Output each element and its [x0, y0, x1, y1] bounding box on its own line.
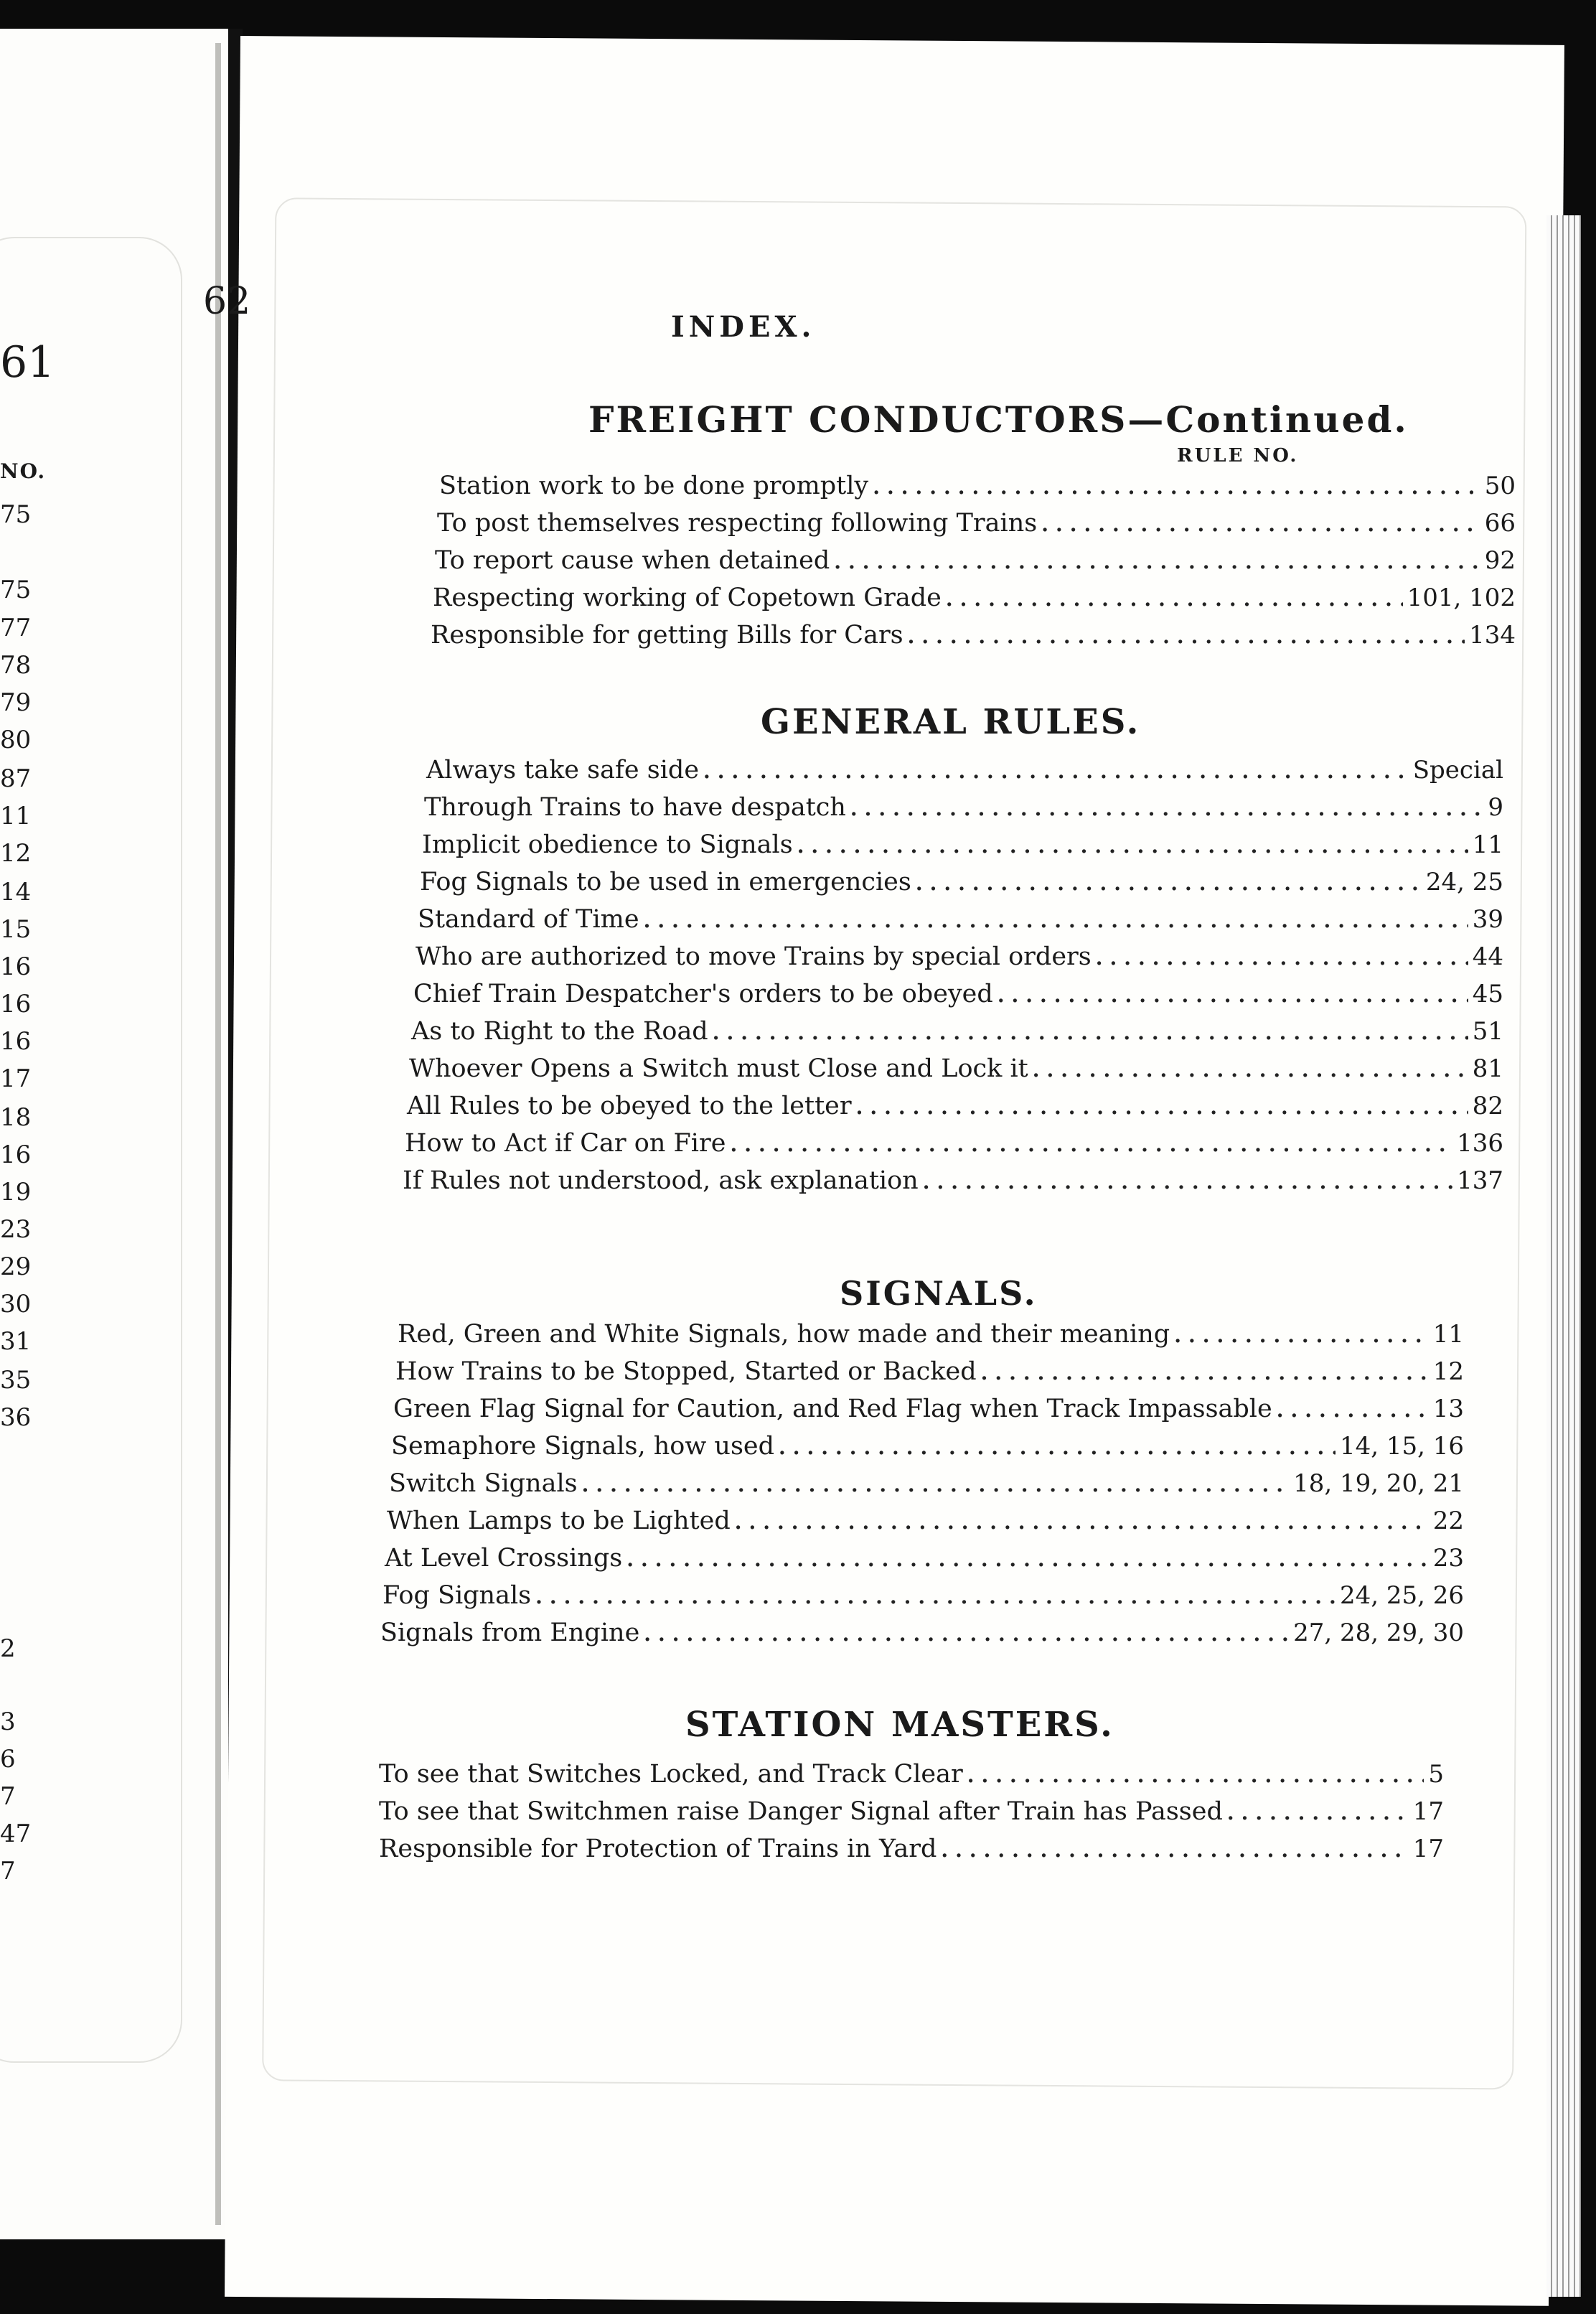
section-heading: STATION MASTERS.	[685, 1705, 1114, 1745]
entry-rule-number: 136	[1457, 1129, 1503, 1158]
entry-rule-number: 44	[1472, 942, 1503, 971]
dot-leader	[834, 552, 1480, 572]
entry-text: Fog Signals to be used in emergencies	[420, 868, 911, 896]
left-page-number: 16	[0, 990, 32, 1018]
left-page-number: 7	[0, 1782, 16, 1811]
page-gutter-shadow	[215, 43, 221, 2225]
dot-leader	[967, 1766, 1424, 1786]
entry-text: Whoever Opens a Switch must Close and Lock it	[409, 1054, 1028, 1083]
index-entry	[395, 1359, 1464, 1385]
dot-leader	[730, 1135, 1452, 1155]
entry-rule-number: 14, 15, 16	[1339, 1432, 1464, 1461]
entry-rule-number: 51	[1472, 1017, 1503, 1046]
entry-text: Always take safe side	[426, 756, 700, 784]
entry-text: Standard of Time	[418, 905, 639, 934]
entry-text: Switch Signals	[389, 1469, 578, 1498]
entry-rule-number: 39	[1472, 905, 1503, 934]
left-page-number: 14	[0, 878, 32, 907]
entry-rule-number: 81	[1472, 1054, 1503, 1083]
entry-text: Who are authorized to move Trains by special orders	[416, 942, 1092, 971]
entry-rule-number: 101, 102	[1407, 584, 1516, 612]
index-entry	[391, 1434, 1464, 1459]
index-entry	[389, 1471, 1464, 1496]
index-entry	[439, 474, 1516, 499]
dot-leader	[998, 985, 1468, 1006]
entry-rule-number: 11	[1432, 1320, 1464, 1349]
left-page-number: 75	[0, 500, 32, 529]
left-page-number: 47	[0, 1819, 32, 1848]
index-entry	[379, 1837, 1444, 1862]
index-entry	[435, 548, 1516, 573]
dot-leader	[856, 1097, 1468, 1118]
left-page-number: 6	[0, 1745, 16, 1774]
entry-text: Signals from Engine	[380, 1619, 640, 1647]
index-entry	[382, 1583, 1464, 1608]
entry-text: Red, Green and White Signals, how made and their meaning	[398, 1320, 1170, 1349]
dot-leader	[1096, 948, 1468, 968]
section-heading: GENERAL RULES.	[761, 702, 1141, 742]
dot-leader	[916, 873, 1422, 894]
index-entry	[403, 1168, 1503, 1194]
index-entry	[418, 907, 1503, 932]
entry-text: To see that Switchmen raise Danger Signal after Train has Passed	[379, 1797, 1223, 1826]
index-title: INDEX.	[671, 310, 816, 344]
index-entry	[393, 1397, 1464, 1422]
dot-leader	[703, 762, 1409, 782]
dot-leader	[1041, 515, 1480, 535]
entry-rule-number: 137	[1457, 1166, 1503, 1195]
entry-text: When Lamps to be Lighted	[387, 1507, 731, 1535]
entry-text: To report cause when detained	[435, 546, 830, 575]
index-entry	[379, 1799, 1444, 1824]
entry-text: How to Act if Car on Fire	[405, 1129, 726, 1158]
section-heading: SIGNALS.	[840, 1274, 1038, 1313]
left-page-number: 29	[0, 1252, 32, 1281]
entry-rule-number: 82	[1472, 1092, 1503, 1120]
left-page-number: 23	[0, 1215, 32, 1244]
index-entry	[409, 1054, 1503, 1083]
left-page-number: 17	[0, 1064, 32, 1093]
left-page-number: 31	[0, 1327, 32, 1356]
left-page-number-fragment: 61	[0, 337, 55, 388]
entry-rule-number: 5	[1428, 1760, 1444, 1789]
entry-rule-number: 23	[1432, 1544, 1464, 1573]
dot-leader	[873, 477, 1480, 497]
dot-leader	[644, 1624, 1289, 1644]
index-entry	[437, 511, 1516, 536]
left-page-number: 87	[0, 764, 32, 793]
index-entry	[387, 1509, 1464, 1534]
entry-rule-number: 11	[1472, 830, 1503, 859]
index-entry	[426, 758, 1503, 783]
entry-text: Green Flag Signal for Caution, and Red Flag when Track Impassable	[393, 1395, 1272, 1423]
index-entry	[385, 1546, 1464, 1571]
left-page-number: 77	[0, 614, 32, 642]
dot-leader	[779, 1438, 1336, 1458]
dot-leader	[923, 1172, 1452, 1192]
dot-leader	[908, 627, 1465, 647]
index-entry	[405, 1131, 1503, 1156]
dot-leader	[1174, 1326, 1429, 1346]
index-entry	[431, 623, 1516, 648]
entry-text: Through Trains to have despatch	[424, 793, 846, 822]
index-entry	[398, 1322, 1464, 1347]
entry-rule-number: Special	[1412, 756, 1503, 784]
dot-leader	[1277, 1400, 1429, 1420]
dot-leader	[941, 1840, 1408, 1860]
entry-text: How Trains to be Stopped, Started or Backed	[395, 1357, 977, 1386]
index-entry	[407, 1094, 1503, 1119]
left-page-number: 78	[0, 651, 32, 680]
left-page-number: 3	[0, 1708, 16, 1736]
dot-leader	[713, 1023, 1468, 1043]
entry-text: If Rules not understood, ask explanation	[403, 1166, 919, 1195]
page-edge-stack	[1546, 215, 1581, 2297]
left-page-number: 2	[0, 1634, 16, 1663]
entry-text: Semaphore Signals, how used	[391, 1432, 775, 1461]
left-page-number: 16	[0, 1140, 32, 1169]
left-page-number: 19	[0, 1178, 32, 1207]
entry-text: Chief Train Despatcher's orders to be obeyed	[413, 980, 993, 1008]
entry-rule-number: 24, 25, 26	[1339, 1581, 1464, 1610]
left-page-number: 30	[0, 1290, 32, 1318]
index-entry	[420, 870, 1503, 895]
entry-text: Responsible for getting Bills for Cars	[431, 621, 903, 650]
entry-rule-number: 66	[1484, 509, 1516, 538]
entry-text: Respecting working of Copetown Grade	[433, 584, 942, 612]
entry-text: All Rules to be obeyed to the letter	[407, 1092, 852, 1120]
left-page-number: 15	[0, 915, 32, 944]
entry-rule-number: 24, 25	[1425, 868, 1503, 896]
left-page-number: 16	[0, 952, 32, 981]
entry-rule-number: 12	[1432, 1357, 1464, 1386]
entry-rule-number: 50	[1484, 472, 1516, 500]
dot-leader	[946, 589, 1403, 609]
rule-no-header: RULE NO.	[1177, 445, 1299, 467]
entry-text: Station work to be done promptly	[439, 472, 869, 500]
dot-leader	[850, 799, 1483, 819]
left-no-label: NO.	[0, 459, 47, 483]
page-number: 62	[203, 280, 251, 323]
index-entry	[413, 982, 1503, 1007]
dot-leader	[535, 1587, 1336, 1607]
dot-leader	[797, 836, 1468, 856]
entry-text: Implicit obedience to Signals	[422, 830, 793, 859]
left-page-number: 75	[0, 576, 32, 604]
index-entry	[411, 1019, 1503, 1044]
entry-text: To post themselves respecting following Trains	[437, 509, 1038, 538]
entry-rule-number: 92	[1484, 546, 1516, 575]
dot-leader	[981, 1363, 1429, 1383]
entry-text: At Level Crossings	[385, 1544, 623, 1573]
left-page-number: 11	[0, 802, 32, 830]
entry-rule-number: 13	[1432, 1395, 1464, 1423]
left-page-number: 12	[0, 839, 32, 868]
dot-leader	[582, 1475, 1289, 1495]
entry-text: Responsible for Protection of Trains in Yard	[379, 1835, 937, 1863]
left-page-number: 80	[0, 726, 32, 754]
entry-rule-number: 17	[1412, 1835, 1444, 1863]
left-page-number: 18	[0, 1103, 32, 1132]
index-entry	[433, 586, 1516, 611]
entry-rule-number: 27, 28, 29, 30	[1293, 1619, 1464, 1647]
left-page-number: 79	[0, 688, 32, 717]
dot-leader	[626, 1550, 1429, 1570]
entry-rule-number: 9	[1488, 793, 1503, 822]
entry-text: To see that Switches Locked, and Track Clear	[379, 1760, 963, 1789]
entry-text: As to Right to the Road	[411, 1017, 708, 1046]
index-entry	[380, 1621, 1464, 1646]
dot-leader	[644, 911, 1468, 931]
index-entry	[424, 795, 1503, 820]
entry-rule-number: 17	[1412, 1797, 1444, 1826]
dot-leader	[735, 1512, 1429, 1532]
section-heading: FREIGHT CONDUCTORS—Continued.	[588, 398, 1409, 441]
entry-rule-number: 22	[1432, 1507, 1464, 1535]
left-page-number: 35	[0, 1366, 32, 1395]
dot-leader	[1033, 1060, 1468, 1080]
dot-leader	[1227, 1803, 1409, 1823]
index-entry	[422, 830, 1503, 859]
entry-rule-number: 134	[1469, 621, 1516, 650]
index-entry	[416, 942, 1503, 971]
index-entry	[379, 1762, 1444, 1787]
left-page-number: 7	[0, 1857, 16, 1886]
entry-rule-number: 45	[1472, 980, 1503, 1008]
left-page-number: 36	[0, 1403, 32, 1432]
entry-text: Fog Signals	[382, 1581, 532, 1610]
left-page-number: 16	[0, 1027, 32, 1056]
entry-rule-number: 18, 19, 20, 21	[1293, 1469, 1464, 1498]
